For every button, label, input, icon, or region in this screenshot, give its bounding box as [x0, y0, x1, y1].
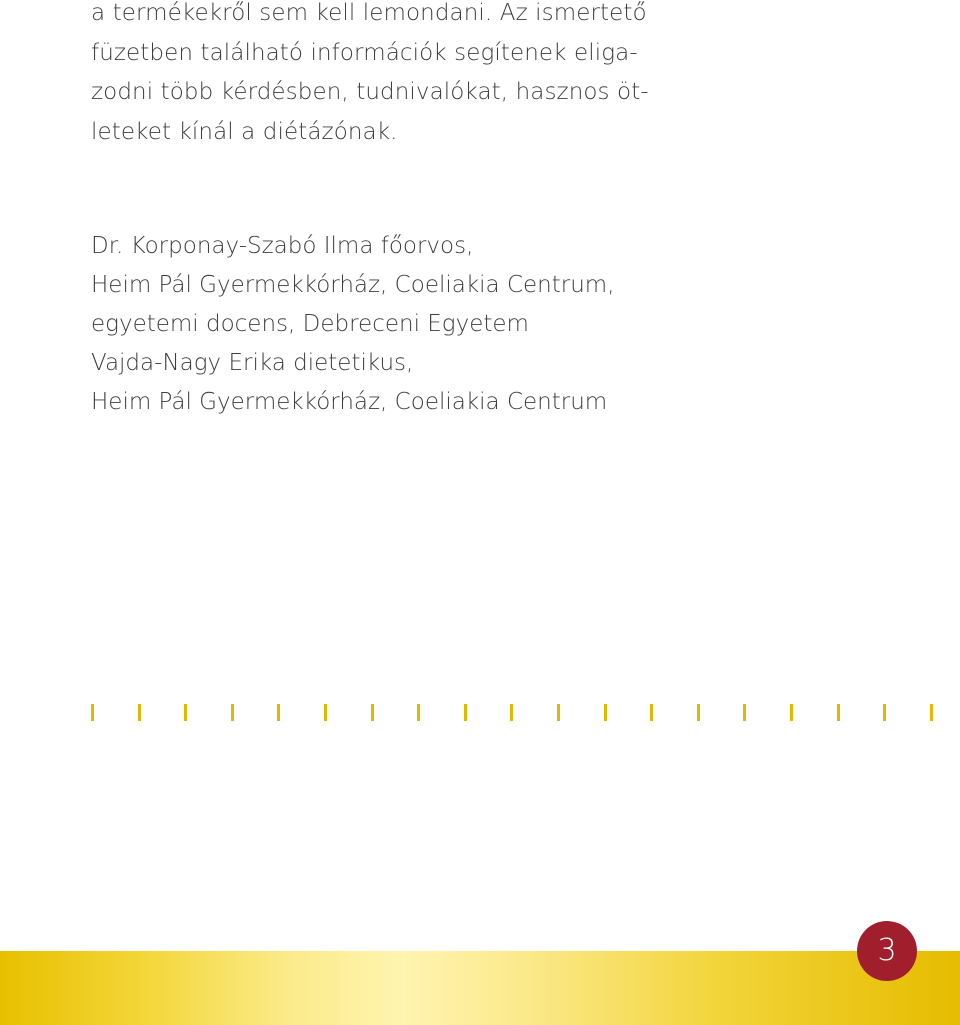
tick-mark [324, 704, 327, 721]
intro-line: füzetben található információk segítenek eliga- [91, 39, 638, 66]
tick-mark [697, 704, 700, 721]
author-line: Heim Pál Gyermekkórház, Coeliakia Centrum, [91, 272, 615, 298]
intro-paragraph [91, 0, 691, 152]
tick-mark [604, 704, 607, 721]
tick-mark [184, 704, 187, 721]
author-line: egyetemi docens, Debreceni Egyetem [91, 311, 529, 337]
tick-mark [930, 704, 933, 721]
tick-mark [557, 704, 560, 721]
author-line: Dr. Korponay-Szabó Ilma főorvos, [91, 233, 474, 259]
tick-mark [277, 704, 280, 721]
tick-mark [743, 704, 746, 721]
intro-line: a termékekről sem kell lemondani. Az ismertető [91, 0, 647, 26]
authors-block [91, 227, 615, 422]
tick-mark [883, 704, 886, 721]
footer-gradient-band [0, 951, 960, 1025]
tick-mark [91, 704, 94, 721]
tick-mark [837, 704, 840, 721]
author-line: Heim Pál Gyermekkórház, Coeliakia Centrum [91, 389, 608, 415]
intro-line: zodni több kérdésben, tudnivalókat, hasznos öt- [91, 79, 649, 105]
tick-mark [464, 704, 467, 721]
decorative-tick-row [0, 704, 960, 722]
author-line: Vajda-Nagy Erika dietetikus, [91, 350, 414, 376]
tick-mark [371, 704, 374, 721]
intro-line: leteket kínál a diétázónak. [91, 118, 398, 145]
tick-mark [510, 704, 513, 721]
tick-mark [417, 704, 420, 721]
tick-mark [650, 704, 653, 721]
page-number-badge: 3 [857, 921, 917, 981]
tick-mark [138, 704, 141, 721]
tick-mark [231, 704, 234, 721]
tick-mark [790, 704, 793, 721]
